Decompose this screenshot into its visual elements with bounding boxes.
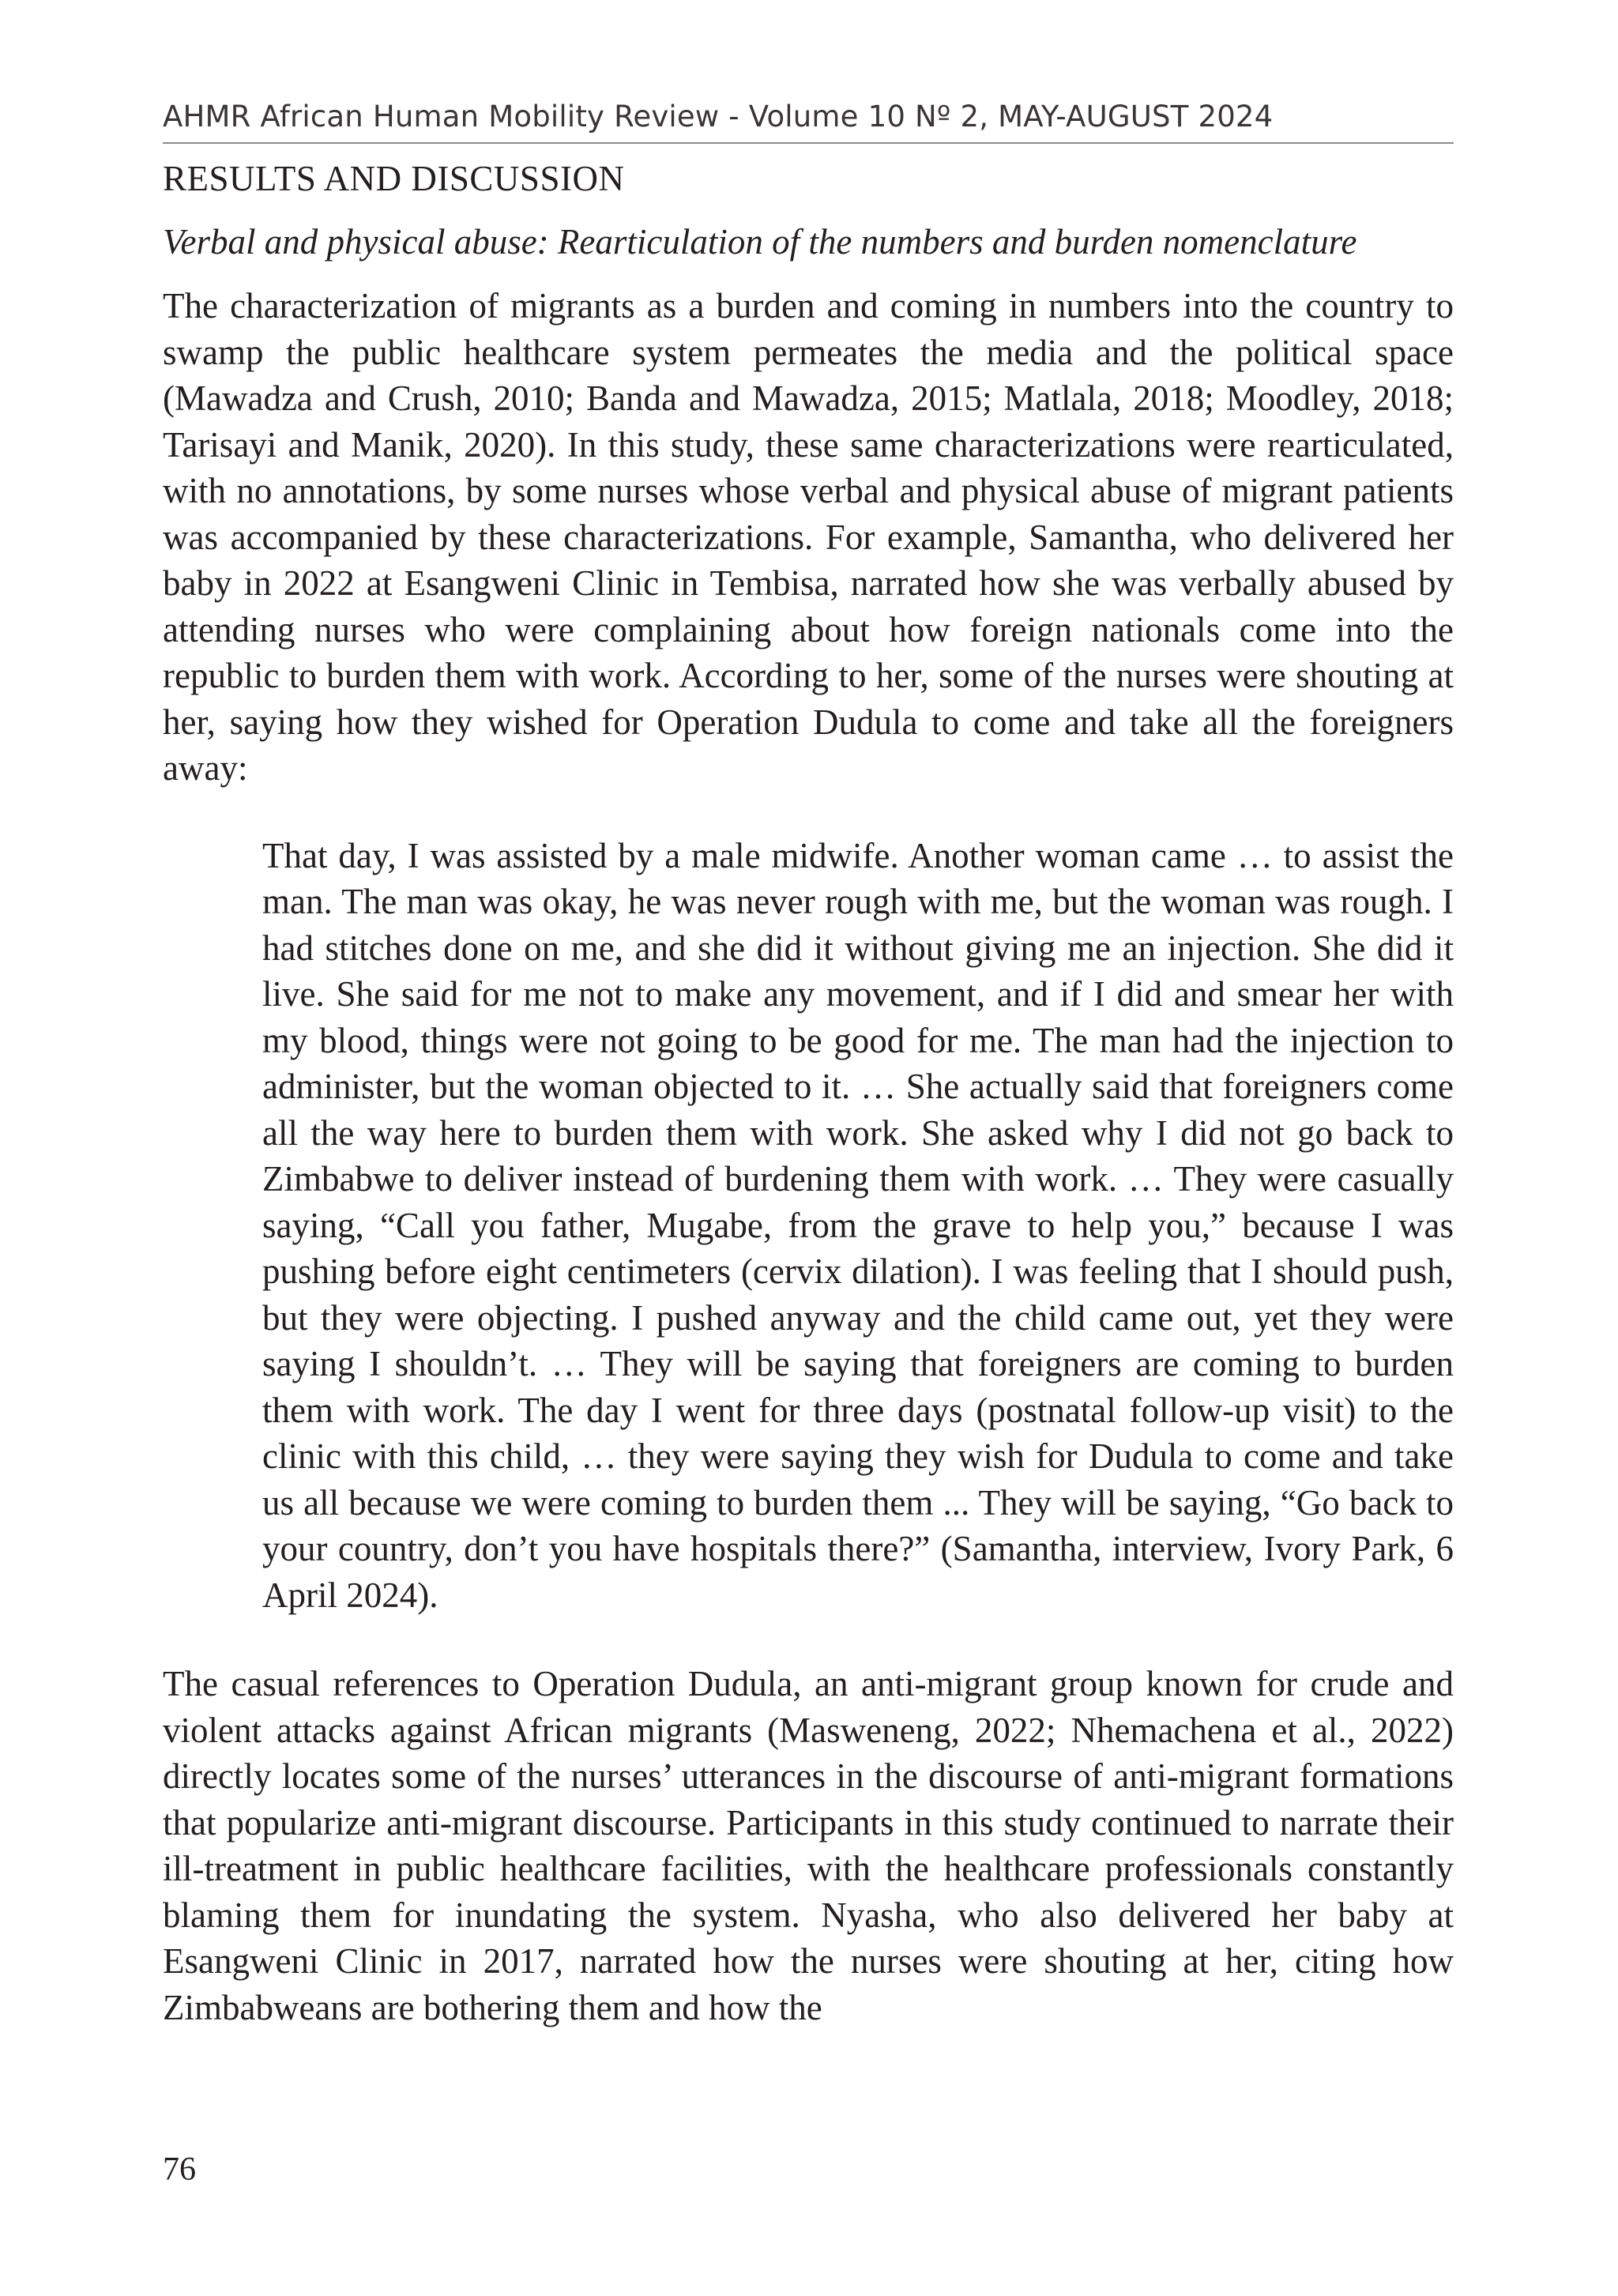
running-header: AHMR African Human Mobility Review - Volume 10 Nº 2, MAY-AUGUST 2024 bbox=[163, 100, 1274, 134]
body-paragraph-1: The characterization of migrants as a burden and coming in numbers into the country to swamp the public healthcare system permeates the media and the political space (Mawadza and Crush, 2010; Banda and Mawadza, 2015; Matlala, 2018; Moodley, 2018; Tarisayi and Manik, 2020). In this study, these same characterizations were rearticulated, with no annotations, by some nurses whose verbal and physical abuse of migrant patients was accompanied by these characterizations. For example, Samantha, who delivered her baby in 2022 at Esangweni Clinic in Tembisa, narrated how she was verbally abused by attending nurses who were complaining about how foreign nationals come into the republic to burden them with work. According to her, some of the nurses were shouting at her, saying how they wished for Operation Dudula to come and take all the foreigners away: bbox=[163, 286, 1454, 788]
page-content bbox=[163, 153, 1454, 2031]
page-number: 76 bbox=[163, 2151, 196, 2188]
body-paragraph-2: The casual references to Operation Dudula, an anti-migrant group known for crude and violent attacks against African migrants (Masweneng, 2022; Nhemachena et al., 2022) directly locates some of the nurses’ utterances in the discourse of anti-migrant formations that popularize anti-migrant discourse. Participants in this study continued to narrate their ill-treatment in public healthcare facilities, with the healthcare professionals constantly blaming them for inundating the system. Nyasha, who also delivered her baby at Esangweni Clinic in 2017, narrated how the nurses were shouting at her, citing how Zimbabweans are bothering them and how the bbox=[163, 1664, 1454, 2027]
interview-quote: That day, I was assisted by a male midwife. Another woman came … to assist the man. The man was okay, he was never rough with me, but the woman was rough. I had stitches done on me, and she did it without giving me an injection. She did it live. She said for me not to make any movement, and if I did and smear her with my blood, things were not going to be good for me. The man had the injection to administer, but the woman objected to it. … She actually said that foreigners come all the way here to burden them with work. She asked why I did not go back to Zimbabwe to deliver instead of burdening them with work. … They were casually saying, “Call you father, Mugabe, from the grave to help you,” because I was pushing before eight centimeters (cervix dilation). I was feeling that I should push, but they were objecting. I pushed anyway and the child came out, yet they were saying I shouldn’t. … They will be saying that foreigners are coming to burden them with work. The day I went for three days (postnatal follow-up visit) to the clinic with this child, … they were saying they wish for Dudula to come and take us all because we were coming to burden them ... They will be saying, “Go back to your country, don’t you have hospitals there?” (Samantha, interview, Ivory Park, 6 April 2024). bbox=[262, 835, 1454, 1615]
section-subheading: Verbal and physical abuse: Rearticulation of the numbers and burden nomenclature bbox=[163, 222, 1357, 262]
header-divider bbox=[163, 142, 1454, 144]
section-heading: RESULTS AND DISCUSSION bbox=[163, 159, 625, 198]
